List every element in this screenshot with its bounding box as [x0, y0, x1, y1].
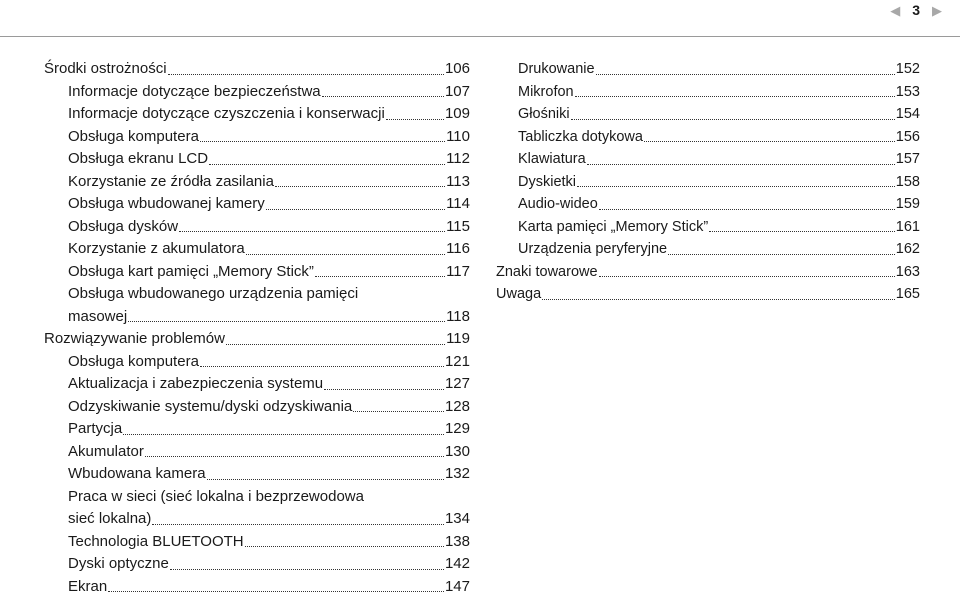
toc-entry[interactable] [44, 103, 470, 126]
toc-entry-title: Obsługa ekranu LCD [68, 148, 208, 171]
toc-entry[interactable] [44, 441, 470, 464]
dot-leader [596, 74, 895, 75]
toc-entry[interactable] [44, 531, 470, 554]
prev-arrow-icon[interactable]: ◀ [890, 4, 900, 17]
toc-entry-title: Środki ostrożności [44, 58, 167, 81]
toc-entry-page: 112 [446, 148, 470, 171]
toc-entry-title: Obsługa dysków [68, 216, 178, 239]
toc-entry-title: Obsługa komputera [68, 351, 199, 374]
toc-entry-title: Aktualizacja i zabezpieczenia systemu [68, 373, 323, 396]
toc-entry[interactable] [44, 126, 470, 149]
toc-entry-page: 130 [445, 441, 470, 464]
toc-entry-page: 106 [445, 58, 470, 81]
toc-entry-title: Audio-wideo [518, 193, 598, 216]
toc-entry-title: Ekran [68, 576, 107, 598]
toc-entry-title: Technologia BLUETOOTH [68, 531, 244, 554]
toc-section[interactable] [496, 283, 920, 306]
toc-entry-title: Obsługa kart pamięci „Memory Stick” [68, 261, 314, 284]
toc-entry-title: Urządzenia peryferyjne [518, 238, 667, 261]
dot-leader [266, 209, 445, 210]
toc-entry[interactable] [44, 216, 470, 239]
dot-leader [322, 96, 444, 97]
toc-section[interactable] [44, 58, 470, 81]
toc-section[interactable] [44, 328, 470, 351]
toc-entry-title: Akumulator [68, 441, 144, 464]
toc-entry-title: Partycja [68, 418, 122, 441]
toc-entry-page: 117 [446, 261, 470, 284]
toc-entry-page: 157 [896, 148, 920, 171]
toc-entry[interactable] [44, 261, 470, 284]
toc-entry-title: Karta pamięci „Memory Stick” [518, 216, 708, 239]
dot-leader [275, 186, 445, 187]
toc-entry-page: 109 [445, 103, 470, 126]
page-header [0, 0, 960, 37]
toc-entry-title: Odzyskiwanie systemu/dyski odzyskiwania [68, 396, 352, 419]
toc-entry-page: 138 [445, 531, 470, 554]
toc-entry-page: 114 [446, 193, 470, 216]
dot-leader [123, 434, 444, 435]
toc-entry-title: Uwaga [496, 283, 541, 306]
toc-entry[interactable] [496, 216, 920, 239]
dot-leader [170, 569, 444, 570]
dot-leader [709, 231, 895, 232]
dot-leader [245, 546, 444, 547]
toc-entry[interactable] [44, 238, 470, 261]
toc-entry-title: Znaki towarowe [496, 261, 598, 284]
toc-entry[interactable] [496, 193, 920, 216]
toc-entry-page: 110 [446, 126, 470, 149]
toc-entry-page: 147 [445, 576, 470, 598]
toc-entry-page: 158 [896, 171, 920, 194]
toc-entry-title: sieć lokalna) [68, 508, 151, 531]
toc-entry-continuation [68, 508, 470, 531]
toc-entry-page: 118 [446, 306, 470, 329]
toc-entry-page: 161 [896, 216, 920, 239]
toc-entry[interactable] [496, 126, 920, 149]
toc-entry-page: 154 [896, 103, 920, 126]
toc-entry-title: Informacje dotyczące czyszczenia i konserwacji [68, 103, 385, 126]
toc-entry-page: 156 [896, 126, 920, 149]
toc-section[interactable] [496, 261, 920, 284]
toc-entry[interactable] [496, 238, 920, 261]
toc-entry-page: 142 [445, 553, 470, 576]
dot-leader [575, 96, 895, 97]
page-number: 3 [912, 2, 920, 18]
toc-entry-title: Rozwiązywanie problemów [44, 328, 225, 351]
toc-entry-page: 152 [896, 58, 920, 81]
toc-entry-page: 159 [896, 193, 920, 216]
dot-leader [246, 254, 445, 255]
toc-entry-title: Głośniki [518, 103, 570, 126]
toc-entry[interactable] [496, 103, 920, 126]
toc-entry[interactable] [44, 81, 470, 104]
toc-entry-title: Klawiatura [518, 148, 586, 171]
toc-entry-title: Mikrofon [518, 81, 574, 104]
toc-entry-page: 128 [445, 396, 470, 419]
toc-entry-title: Obsługa wbudowanego urządzenia pamięci [68, 283, 470, 306]
toc-entry-page: 119 [446, 328, 470, 351]
toc-entry-page: 107 [445, 81, 470, 104]
toc-entry-title: masowej [68, 306, 127, 329]
toc-entry-title: Dyski optyczne [68, 553, 169, 576]
dot-leader [571, 119, 895, 120]
dot-leader [324, 389, 444, 390]
toc-entry-page: 163 [896, 261, 920, 284]
toc-entry-page: 116 [446, 238, 470, 261]
toc-entry-page: 132 [445, 463, 470, 486]
dot-leader [209, 164, 445, 165]
toc-entry[interactable] [44, 283, 470, 328]
toc-entry[interactable] [44, 576, 470, 598]
dot-leader [152, 524, 444, 525]
dot-leader [644, 141, 895, 142]
toc-column-left [44, 58, 470, 598]
toc-entry[interactable] [44, 418, 470, 441]
toc-entry[interactable] [496, 148, 920, 171]
dot-leader [200, 366, 444, 367]
dot-leader [226, 344, 445, 345]
dot-leader [353, 411, 444, 412]
toc-entry-page: 129 [445, 418, 470, 441]
toc-entry-title: Korzystanie z akumulatora [68, 238, 245, 261]
toc-entry[interactable] [44, 463, 470, 486]
toc-entry-title: Wbudowana kamera [68, 463, 206, 486]
dot-leader [599, 276, 895, 277]
toc-entry[interactable] [496, 81, 920, 104]
toc-entry[interactable] [496, 171, 920, 194]
dot-leader [179, 231, 445, 232]
toc-entry-page: 127 [445, 373, 470, 396]
next-arrow-icon[interactable]: ▶ [932, 4, 942, 17]
dot-leader [145, 456, 444, 457]
toc-entry[interactable] [44, 396, 470, 419]
toc-entry-page: 165 [896, 283, 920, 306]
toc-entry[interactable] [496, 58, 920, 81]
dot-leader [542, 299, 895, 300]
dot-leader [207, 479, 444, 480]
toc-entry-title: Obsługa wbudowanej kamery [68, 193, 265, 216]
toc-entry-page: 134 [445, 508, 470, 531]
toc-entry[interactable] [44, 486, 470, 531]
dot-leader [200, 141, 445, 142]
toc-entry-title: Korzystanie ze źródła zasilania [68, 171, 274, 194]
toc-entry-page: 162 [896, 238, 920, 261]
dot-leader [599, 209, 895, 210]
dot-leader [587, 164, 895, 165]
toc-entry-page: 121 [445, 351, 470, 374]
toc-entry[interactable] [44, 351, 470, 374]
page-navigator [890, 0, 942, 20]
toc-entry-page: 153 [896, 81, 920, 104]
toc-entry-title: Praca w sieci (sieć lokalna i bezprzewodowa [68, 486, 470, 509]
toc-entry-continuation [68, 306, 470, 329]
toc-entry-title: Informacje dotyczące bezpieczeństwa [68, 81, 321, 104]
dot-leader [668, 254, 895, 255]
toc-column-right [496, 58, 920, 306]
dot-leader [315, 276, 445, 277]
dot-leader [577, 186, 895, 187]
dot-leader [128, 321, 445, 322]
toc-entry[interactable] [44, 171, 470, 194]
toc-entry[interactable] [44, 148, 470, 171]
dot-leader [168, 74, 444, 75]
toc-entry-title: Obsługa komputera [68, 126, 199, 149]
toc-entry-title: Dyskietki [518, 171, 576, 194]
toc-entry-title: Tabliczka dotykowa [518, 126, 643, 149]
toc-entry[interactable] [44, 373, 470, 396]
toc-entry[interactable] [44, 553, 470, 576]
toc-entry-title: Drukowanie [518, 58, 595, 81]
toc-entry[interactable] [44, 193, 470, 216]
dot-leader [386, 119, 444, 120]
toc-entry-page: 115 [446, 216, 470, 239]
toc-entry-page: 113 [446, 171, 470, 194]
